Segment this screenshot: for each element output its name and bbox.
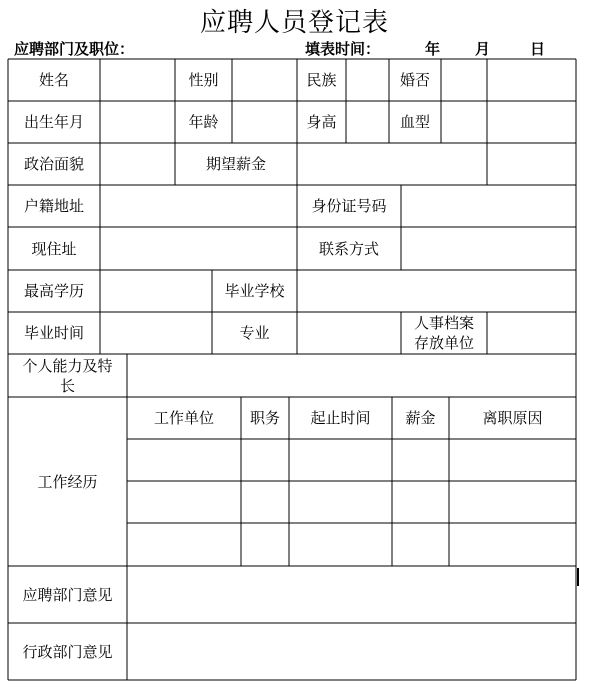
education-label: 最高学历 bbox=[23, 282, 84, 300]
ethnicity-label: 民族 bbox=[306, 71, 337, 89]
height-label: 身高 bbox=[306, 113, 337, 131]
birth-field[interactable] bbox=[100, 101, 175, 143]
day-label: 日 bbox=[530, 40, 546, 58]
gender-label: 性别 bbox=[188, 71, 219, 89]
archive-field[interactable] bbox=[487, 312, 576, 354]
grad-time-field[interactable] bbox=[100, 312, 212, 354]
work-header-salary: 薪金 bbox=[405, 409, 436, 427]
salary-expect-label: 期望薪金 bbox=[205, 155, 266, 173]
age-field[interactable] bbox=[232, 101, 297, 143]
work-row[interactable] bbox=[127, 481, 576, 523]
blood-label: 血型 bbox=[399, 113, 430, 131]
dept-opinion-field[interactable] bbox=[127, 566, 576, 623]
school-label: 毕业学校 bbox=[224, 282, 285, 300]
archive-label: 人事档案存放单位 bbox=[413, 314, 474, 352]
political-field[interactable] bbox=[100, 143, 175, 185]
form-title: 应聘人员登记表 bbox=[199, 8, 389, 38]
age-label: 年龄 bbox=[188, 113, 219, 131]
work-row[interactable] bbox=[127, 523, 576, 566]
admin-opinion-label: 行政部门意见 bbox=[22, 642, 113, 661]
education-field[interactable] bbox=[100, 270, 212, 312]
grad-time-label: 毕业时间 bbox=[23, 324, 84, 342]
year-label: 年 bbox=[425, 40, 441, 58]
id-number-label: 身份证号码 bbox=[311, 197, 387, 215]
political-label: 政治面貌 bbox=[23, 155, 84, 173]
id-number-field[interactable] bbox=[401, 185, 576, 227]
current-address-label: 现住址 bbox=[31, 239, 77, 258]
fill-time-label: 填表时间： bbox=[305, 40, 381, 58]
photo-box[interactable] bbox=[487, 59, 576, 185]
month-label: 月 bbox=[475, 40, 491, 58]
contact-label: 联系方式 bbox=[318, 239, 379, 258]
text-cursor bbox=[577, 568, 579, 586]
ability-label: 个人能力及特长 bbox=[22, 356, 113, 395]
marital-label: 婚否 bbox=[399, 71, 430, 89]
contact-field[interactable] bbox=[401, 227, 576, 270]
current-address-field[interactable] bbox=[100, 227, 297, 270]
admin-opinion-field[interactable] bbox=[127, 623, 576, 680]
hukou-field[interactable] bbox=[100, 185, 297, 227]
ethnicity-field[interactable] bbox=[346, 59, 389, 101]
marital-field[interactable] bbox=[441, 59, 487, 101]
dept-opinion-label: 应聘部门意见 bbox=[22, 585, 113, 604]
height-field[interactable] bbox=[346, 101, 389, 143]
major-field[interactable] bbox=[297, 312, 401, 354]
name-field[interactable] bbox=[100, 59, 175, 101]
name-label: 姓名 bbox=[38, 71, 69, 89]
hukou-label: 户籍地址 bbox=[23, 197, 84, 215]
gender-field[interactable] bbox=[232, 59, 297, 101]
school-field[interactable] bbox=[297, 270, 576, 312]
ability-field[interactable] bbox=[127, 354, 576, 397]
salary-expect-field[interactable] bbox=[297, 143, 487, 185]
work-row[interactable] bbox=[127, 439, 576, 481]
work-header-period: 起止时间 bbox=[310, 409, 371, 427]
work-header-company: 工作单位 bbox=[153, 409, 214, 427]
blood-field[interactable] bbox=[441, 101, 487, 143]
major-label: 专业 bbox=[239, 324, 270, 342]
dept-position-label: 应聘部门及职位： bbox=[14, 40, 135, 58]
work-header-reason: 离职原因 bbox=[482, 409, 543, 427]
work-header-position: 职务 bbox=[249, 409, 280, 427]
birth-label: 出生年月 bbox=[23, 113, 84, 131]
work-exp-label: 工作经历 bbox=[37, 472, 98, 491]
